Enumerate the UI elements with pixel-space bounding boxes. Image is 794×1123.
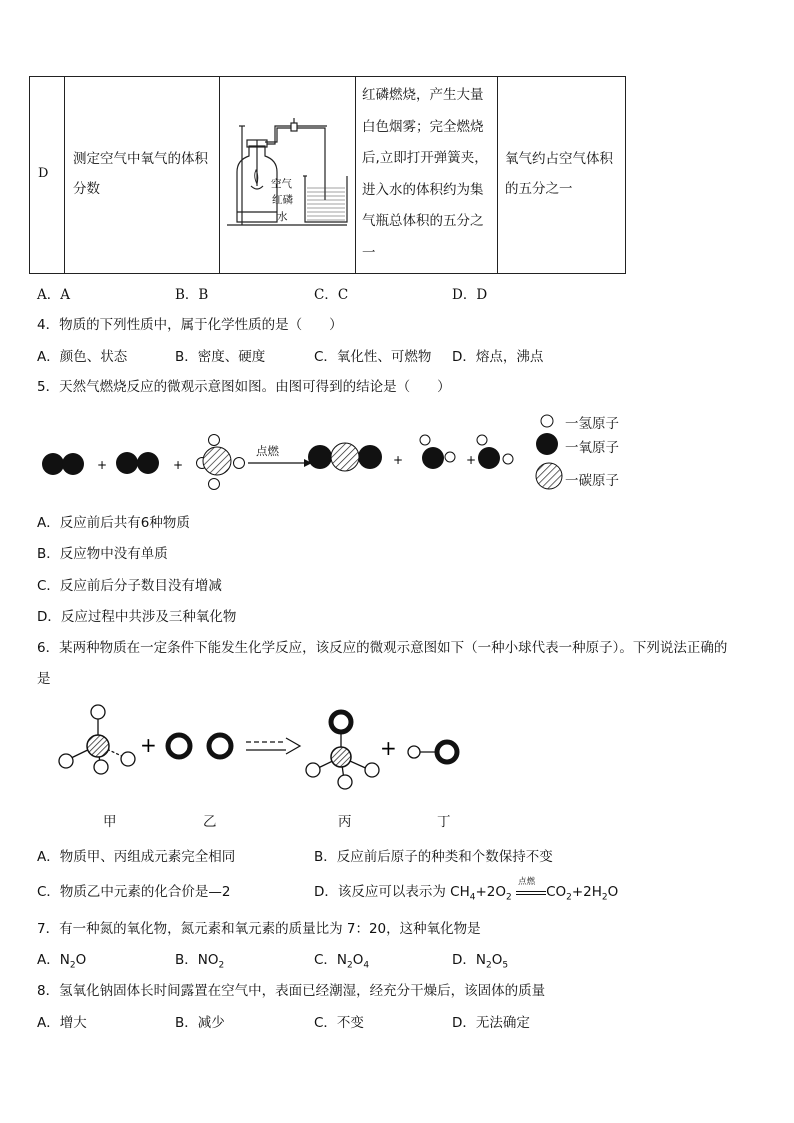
experiment-table [29,76,626,274]
label-air: 空气 [271,178,292,190]
experiment-name: 测定空气中氧气的体积分数 [73,151,208,197]
q8-stem: 8．氢氧化钠固体长时间露置在空气中，表面已经潮湿，经充分干燥后，该固体的质量 [37,983,546,999]
q8-option-a[interactable]: A．增大 [37,1015,87,1031]
q6-stem-line1: 6．某两种物质在一定条件下能发生化学反应，该反应的微观示意图如下（一种小球代表一种原子）。下列说法正确的 [37,640,728,656]
q7-option-d[interactable]: D．$N_2O_5$ [452,952,509,971]
q7-option-c[interactable]: C．$N_2O_4$ [314,952,370,971]
svg-text:+: + [97,458,108,472]
q7-option-a[interactable]: A．$N_2O$ [37,952,87,971]
label-bing: 丙 [338,814,352,830]
phenomenon: 红磷燃烧，产生大量白色烟雾；完全燃烧后,立即打开弹簧夹，进入水的体积约为集气瓶总体积的五分之一 [362,87,488,261]
conclusion: 氧气约占空气体积的五分之一 [505,151,613,197]
q8-option-d[interactable]: D．无法确定 [452,1015,530,1031]
q7-option-b[interactable]: B．$NO_2$ [175,952,225,971]
q6-option-d[interactable]: D．该反应可以表示为 $CH_4+2O_2$ 点燃 $CO_2+2H_2O$ [314,877,619,903]
q6-condition: 点燃 [518,877,536,887]
label-yi: 乙 [203,814,217,830]
q6-stem-line2: 是 [37,671,51,687]
q4-option-d[interactable]: D．熔点，沸点 [452,349,544,365]
q4-option-b[interactable]: B．密度、硬度 [175,349,266,365]
svg-text:+: + [393,453,404,467]
q3-option-b[interactable]: B．B [175,287,209,303]
q6-option-c[interactable]: C．物质乙中元素的化合价是—2 [37,884,231,900]
q3-option-c[interactable]: C．C [314,287,349,303]
q6-option-d-prefix: D．该反应可以表示为 CH [314,884,470,900]
q4-option-c[interactable]: C．氧化性、可燃物 [314,349,432,365]
q5-option-d[interactable]: D．反应过程中共涉及三种氧化物 [37,609,237,625]
q6-option-b[interactable]: B．反应前后原子的种类和个数保持不变 [314,849,553,865]
svg-text:+: + [173,458,184,472]
label-ding: 丁 [437,814,451,830]
q5-option-b[interactable]: B．反应物中没有单质 [37,546,168,562]
q8-option-c[interactable]: C．不变 [314,1015,364,1031]
q3-option-a[interactable]: A．A [37,287,70,303]
label-phosphorus: 红磷 [272,194,293,206]
q3-option-d[interactable]: D．D [452,287,488,303]
legend-hydrogen: 一氢原子 [565,416,619,432]
legend-carbon: 一碳原子 [565,473,619,489]
apparatus-diagram [225,116,351,232]
label-jia: 甲 [103,814,117,830]
q5-option-a[interactable]: A．反应前后共有6种物质 [37,515,190,531]
q7-stem: 7．有一种氮的氧化物，氮元素和氧元素的质量比为 7：20，这种氧化物是 [37,921,481,937]
q5-arrow-label: 点燃 [256,444,279,458]
svg-text:+: + [140,733,157,757]
q6-reaction-diagram [50,700,470,800]
q4-option-a[interactable]: A．颜色、状态 [37,349,128,365]
svg-text:+: + [466,453,477,467]
q5-option-c[interactable]: C．反应前后分子数目没有增减 [37,578,222,594]
q4-stem: 4．物质的下列性质中，属于化学性质的是（ ） [37,317,343,333]
svg-text:+: + [380,736,397,760]
label-water: 水 [277,211,288,223]
q5-stem: 5．天然气燃烧反应的微观示意图如图。由图可得到的结论是（ ） [37,379,451,395]
row-label: D [38,166,49,181]
q6-option-a[interactable]: A．物质甲、丙组成元素完全相同 [37,849,236,865]
q5-reaction-diagram [36,406,636,498]
legend-oxygen: 一氧原子 [565,440,619,456]
q8-option-b[interactable]: B．减少 [175,1015,225,1031]
